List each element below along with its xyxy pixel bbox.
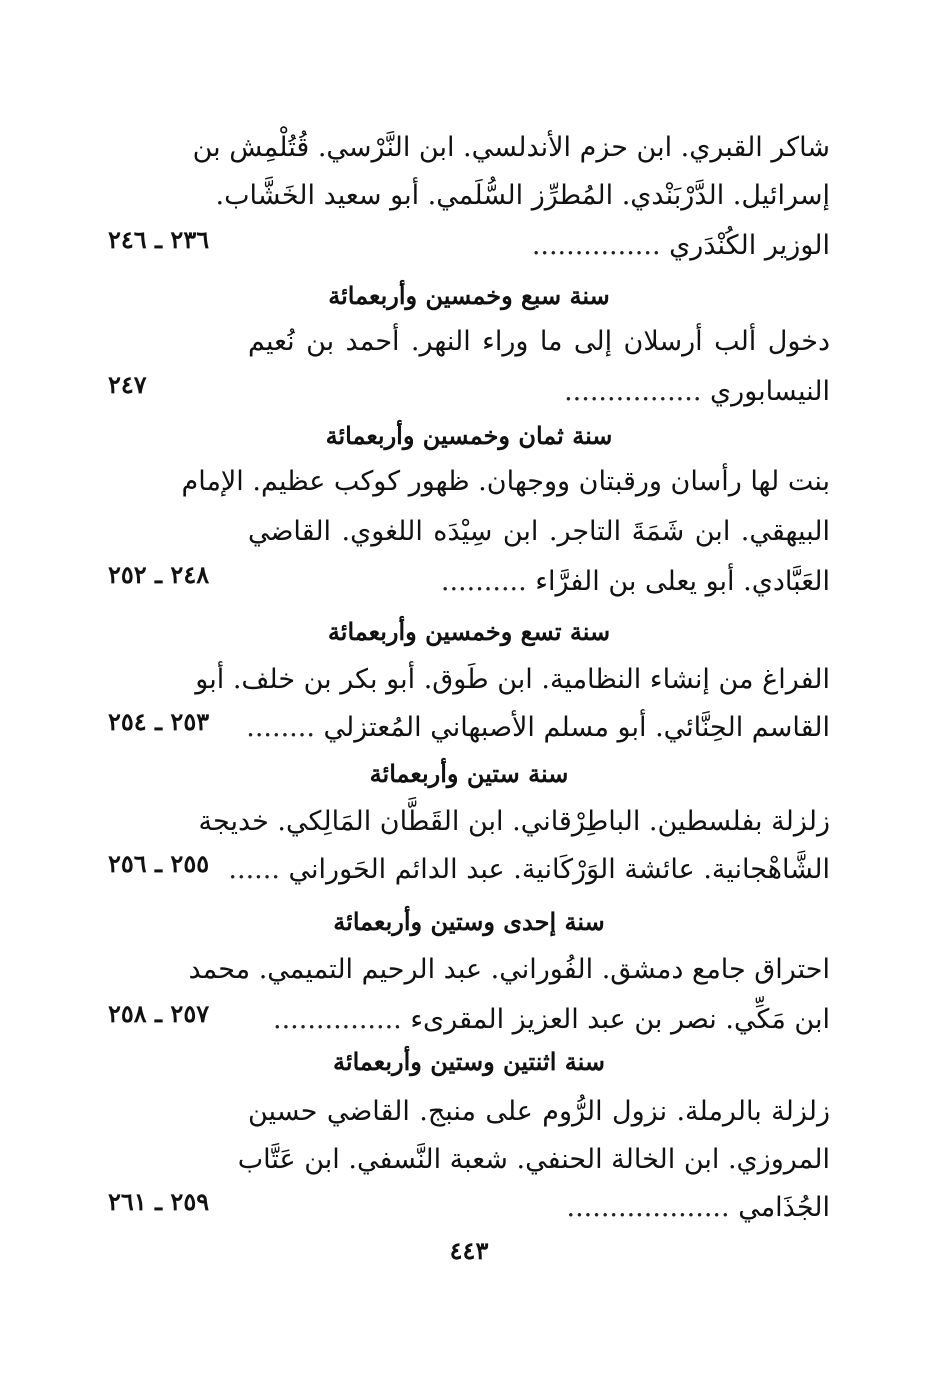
entry-last-line (228, 850, 830, 890)
entry-last-line (248, 562, 830, 602)
entry-text: العَبَّادي. أبو يعلى بن الفرَّاء (535, 566, 830, 597)
entry-text: ابن مَكِّي. نصر بن عبد العزيز المقرىء (410, 1004, 830, 1035)
entry-last-line (248, 372, 830, 412)
page-range: ٢٣٦ ـ ٢٤٦ (108, 225, 210, 254)
year-heading: سنة سبع وخمسين وأربعمائة (328, 281, 610, 310)
leader-dots: .......... (440, 566, 527, 597)
year-heading: سنة ثمان وخمسين وأربعمائة (325, 421, 613, 450)
entry-line: زلزلة بفلسطين. الباطِرْقاني. ابن القَطَّان المَالِكي. خديجة (198, 806, 830, 837)
entry-line: شاكر القبري. ابن حزم الأندلسي. ابن النَّرْسي. قُتُلْمِش بن (192, 132, 830, 163)
entry-line: زلزلة بالرملة. نزول الرُّوم على منبج. القاضي حسين (248, 1096, 830, 1127)
entry-line: إسرائيل. الدَّرْبَنْدي. المُطرِّز السُّلَمي. أبو سعيد الخَشَّاب. (215, 180, 830, 211)
page-range: ٢٥٥ ـ ٢٥٦ (108, 849, 210, 878)
page-number: ٤٤٣ (449, 1236, 489, 1265)
year-heading: سنة ستين وأربعمائة (369, 759, 569, 788)
page-range: ٢٥٣ ـ ٢٥٤ (108, 707, 210, 736)
entry-line: البيهقي. ابن شَمَةَ التاجر. ابن سِيْدَه اللغوي. القاضي (248, 516, 830, 547)
entry-line: دخول ألب أرسلان إلى ما وراء النهر. أحمد بن نُعيم (248, 326, 830, 357)
entry-text: الجُذَامي (738, 1192, 830, 1223)
leader-dots: ................... (566, 1192, 730, 1223)
page-range: ٢٤٧ (108, 370, 147, 399)
leader-dots: ............... (531, 230, 661, 261)
entry-line: المروزي. ابن الخالة الحنفي. شعبة النَّسفي. ابن عَتَّاب (237, 1144, 830, 1175)
entry-last-line (248, 1000, 830, 1040)
page-range: ٢٤٨ ـ ٢٥٢ (108, 560, 210, 589)
entry-text: الشَّاهْجانية. عائشة الوَرْكَانية. عبد الدائم الحَوراني (288, 854, 830, 885)
entry-last-line (248, 708, 830, 748)
year-heading: سنة اثنتين وستين وأربعمائة (333, 1047, 605, 1076)
entry-line: بنت لها رأسان ورقبتان ووجهان. ظهور كوكب عظيم. الإمام (181, 466, 830, 497)
entry-line: الفراغ من إنشاء النظامية. ابن طَوق. أبو بكر بن خلف. أبو (195, 664, 830, 695)
entry-text: القاسم الحِنَّائي. أبو مسلم الأصبهاني المُعتزلي (323, 712, 830, 743)
entry-last-line (248, 1188, 830, 1228)
entry-text: الوزير الكُنْدَري (669, 230, 830, 261)
year-heading: سنة تسع وخمسين وأربعمائة (327, 617, 611, 646)
page-range: ٢٥٩ ـ ٢٦١ (108, 1187, 210, 1216)
leader-dots: ...... (228, 854, 280, 885)
entry-text: النيسابوري (710, 376, 830, 407)
leader-dots: ........ (246, 712, 315, 743)
leader-dots: ................ (564, 376, 702, 407)
entry-last-line (248, 226, 830, 266)
year-heading: سنة إحدى وستين وأربعمائة (333, 907, 605, 936)
entry-line: احتراق جامع دمشق. الفُوراني. عبد الرحيم التميمي. محمد (188, 954, 830, 985)
leader-dots: ............... (273, 1004, 402, 1035)
page-range: ٢٥٧ ـ ٢٥٨ (108, 999, 210, 1028)
